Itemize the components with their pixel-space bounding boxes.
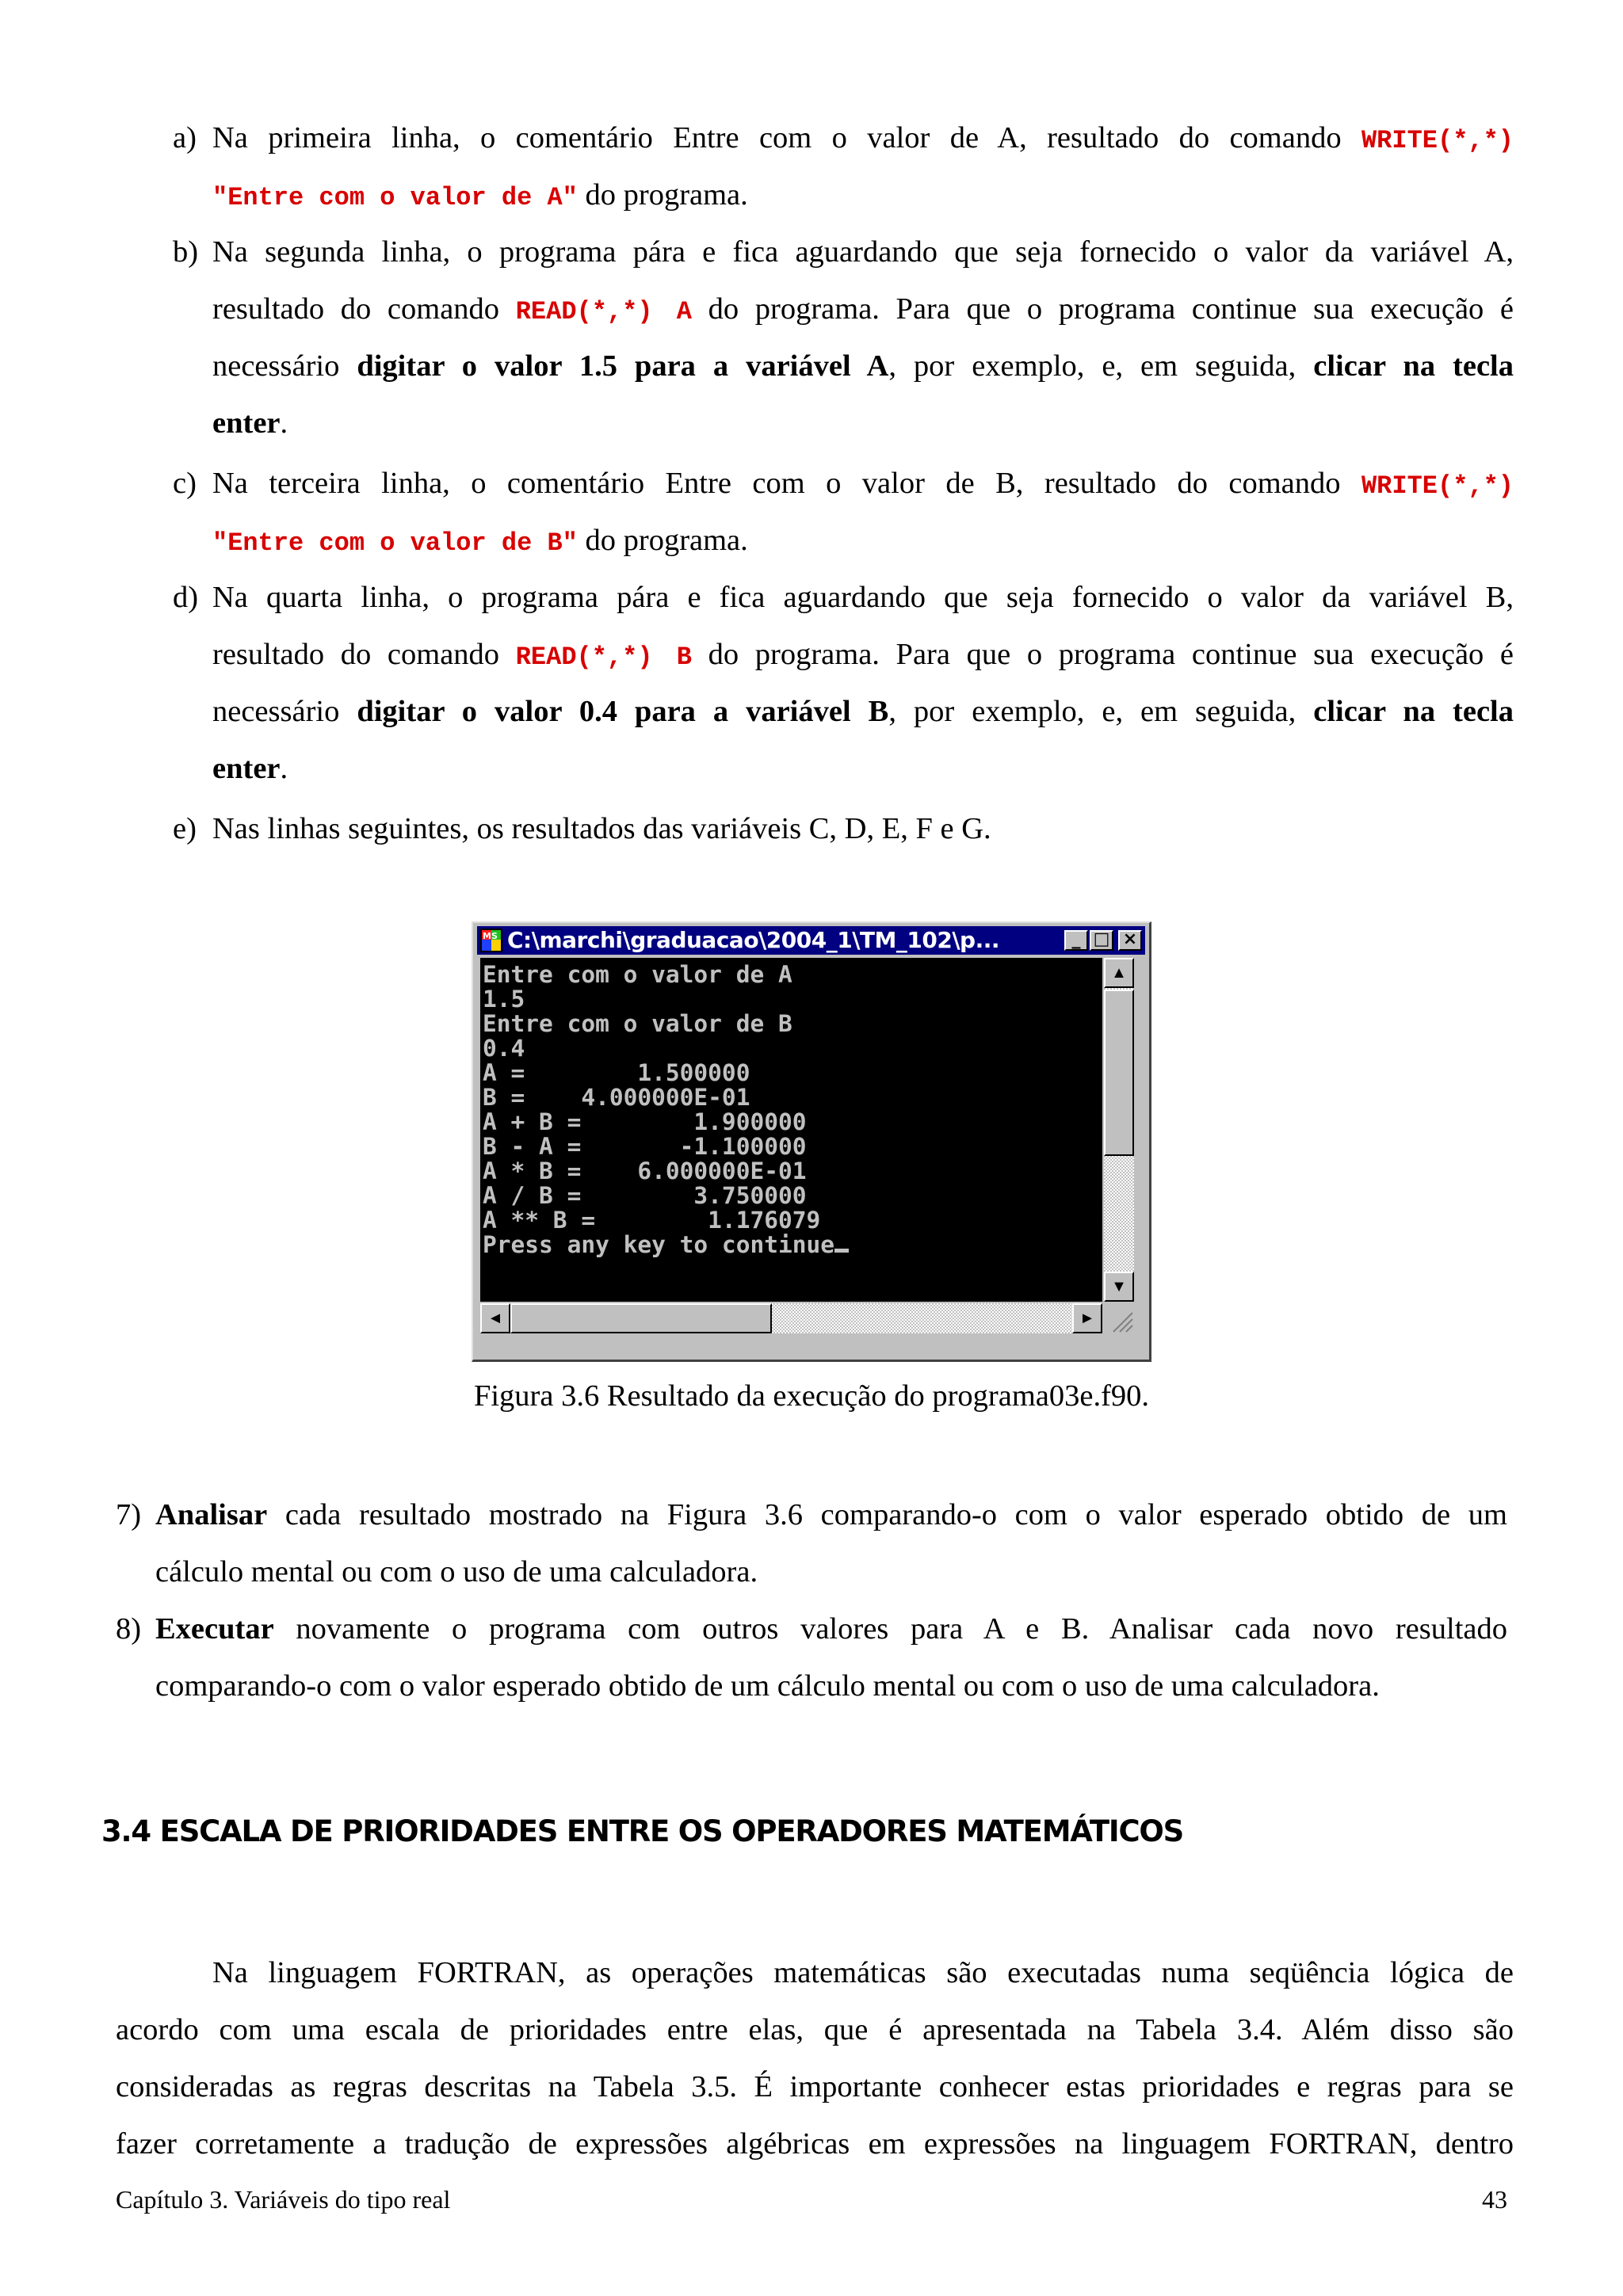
item-e-line1: Nas linhas seguintes, os resultados das variáveis C, D, E, F e G.	[212, 812, 991, 845]
svg-text:MS: MS	[483, 931, 498, 941]
console-screen[interactable]	[480, 958, 1102, 1302]
minimize-button[interactable]: _	[1064, 930, 1088, 951]
item-d-line1: Na quarta linha, o programa pára e fica aguardando que seja fornecido o valor da variável B,	[212, 581, 1514, 614]
scroll-right-button[interactable]: ►	[1072, 1303, 1102, 1333]
msdos-icon	[479, 928, 503, 953]
console-window	[472, 921, 1151, 1362]
step-7-line1: Analisar cada resultado mostrado na Figura 3.6 comparando-o com o valor esperado obtido de um	[155, 1498, 1507, 1531]
text-cursor	[834, 1249, 849, 1253]
item-b-line4: enter.	[212, 406, 288, 440]
horizontal-scrollbar[interactable]	[480, 1303, 1102, 1333]
item-c-line2: "Entre com o valor de B" do programa.	[212, 524, 748, 558]
maximize-button[interactable]: □	[1090, 930, 1113, 951]
item-d-line4: enter.	[212, 752, 288, 785]
page-number: 43	[1482, 2185, 1507, 2214]
step-label: 7)	[116, 1498, 142, 1531]
console-titlebar[interactable]	[477, 926, 1145, 955]
vertical-scrollbar[interactable]	[1104, 958, 1134, 1302]
step-8-line1: Executar novamente o programa com outros valores para A e B. Analisar cada novo resultado	[155, 1612, 1507, 1646]
body-line4: fazer corretamente a tradução de expressões algébricas em expressões na linguagem FORTRAN, dentro	[116, 2127, 1514, 2161]
scroll-up-button[interactable]: ▲	[1104, 958, 1134, 988]
step-label: 8)	[116, 1612, 142, 1646]
item-a-line2: "Entre com o valor de A" do programa.	[212, 178, 748, 212]
console-title: C:\marchi\graduacao\2004_1\TM_102\p...	[507, 927, 1000, 953]
item-label: e)	[173, 812, 197, 845]
item-label: d)	[173, 581, 199, 614]
item-b-line3: necessário digitar o valor 1.5 para a variável A, por exemplo, e, em seguida, clicar na tecla	[212, 349, 1514, 383]
scroll-left-button[interactable]: ◄	[480, 1303, 510, 1333]
scroll-down-button[interactable]: ▼	[1104, 1272, 1134, 1302]
body-line2: acordo com uma escala de prioridades entre elas, que é apresentada na Tabela 3.4. Além disso são	[116, 2013, 1514, 2046]
item-label: c)	[173, 467, 197, 500]
item-label: b)	[173, 235, 199, 269]
footer-chapter: Capítulo 3. Variáveis do tipo real	[116, 2185, 451, 2214]
item-b-line2: resultado do comando READ(*,*) A do programa. Para que o programa continue sua execução é	[212, 292, 1514, 326]
item-d-line2: resultado do comando READ(*,*) B do programa. Para que o programa continue sua execução é	[212, 638, 1514, 672]
resize-grip-icon[interactable]	[1107, 1306, 1134, 1333]
figure-caption: Figura 3.6 Resultado da execução do programa03e.f90.	[473, 1379, 1150, 1413]
hscroll-thumb[interactable]	[510, 1303, 772, 1333]
step-8-line2: comparando-o com o valor esperado obtido de um cálculo mental ou com o uso de uma calculadora.	[155, 1669, 1380, 1703]
console-output: Entre com o valor de A 1.5 Entre com o valor de B 0.4 A = 1.500000 B = 4.000000E-01 A + B = 1.900000 B - A = -1.100000 A * B = 6.000000E-01 A / B = 3.750000 A ** B = 1.176079 Press any key to continue	[483, 961, 835, 1258]
item-b-line1: Na segunda linha, o programa pára e fica aguardando que seja fornecido o valor da variável A,	[212, 235, 1514, 269]
item-d-line3: necessário digitar o valor 0.4 para a variável B, por exemplo, e, em seguida, clicar na tecla	[212, 695, 1514, 728]
item-a-line1: Na primeira linha, o comentário Entre com o valor de A, resultado do comando WRITE(*,*)	[212, 121, 1514, 155]
step-7-line2: cálculo mental ou com o uso de uma calculadora.	[155, 1555, 758, 1589]
section-heading: 3.4 ESCALA DE PRIORIDADES ENTRE OS OPERADORES MATEMÁTICOS	[101, 1814, 1184, 1848]
item-label: a)	[173, 121, 197, 154]
body-line3: consideradas as regras descritas na Tabela 3.5. É importante conhecer estas prioridades e regras para se	[116, 2070, 1514, 2103]
close-button[interactable]: ×	[1118, 930, 1142, 951]
scroll-thumb[interactable]	[1104, 990, 1134, 1156]
item-c-line1: Na terceira linha, o comentário Entre com o valor de B, resultado do comando WRITE(*,*)	[212, 467, 1514, 501]
body-line1: Na linguagem FORTRAN, as operações matemáticas são executadas numa seqüência lógica de	[212, 1956, 1514, 1989]
